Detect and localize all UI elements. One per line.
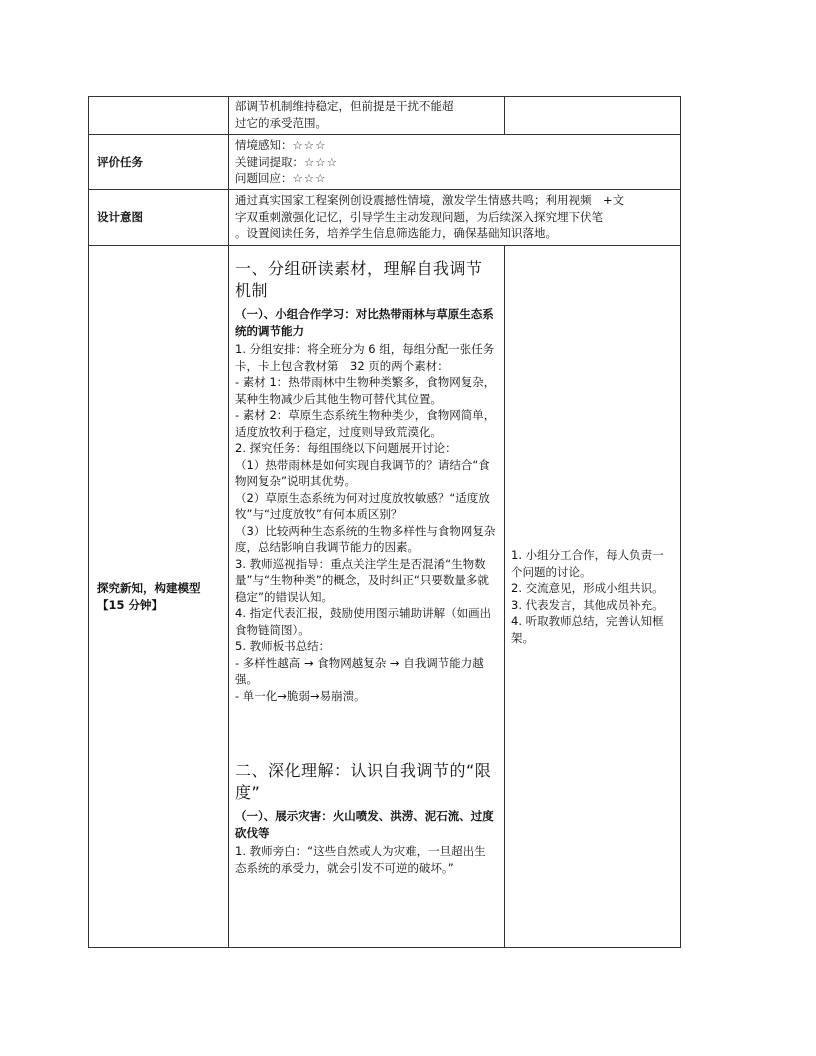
evaluation-label: 评价任务 — [89, 135, 229, 190]
evaluation-item — [235, 170, 672, 187]
activity-paragraph: - 单一化→脆弱→易崩溃。 — [235, 688, 366, 703]
continuation-side-cell — [505, 97, 681, 135]
activity-paragraph: 1. 分组安排：将全班分为 6 组，每组分配一张任务卡，卡上包含教材第 32 页的两个素材： — [235, 342, 495, 373]
row-continuation — [89, 97, 681, 135]
activity-paragraph: 4. 指定代表汇报，鼓励使用图示辅助讲解（如画出食物链简图）。 — [235, 606, 492, 637]
section-heading: 一、分组研读素材，理解自我调节机制 — [235, 259, 483, 300]
row-explore — [89, 246, 681, 948]
activity-paragraph: 1. 教师旁白：“这些自然或人为灾难，一旦超出生态系统的承受力，就会引发不可逆的破坏。” — [235, 844, 486, 875]
student-activity: 1. 小组分工合作，每人负责一个问题的讨论。 — [511, 548, 664, 579]
student-activity: 3. 代表发言，其他成员补充。 — [511, 597, 664, 612]
activity-paragraph: （2）草原生态系统为何对过度放牧敏感？“适度放牧”与“过度放牧”有何本质区别？ — [235, 490, 490, 521]
design-intent-content-cell — [229, 190, 681, 246]
evaluation-item — [235, 137, 672, 154]
star-rating: ☆☆☆ — [292, 138, 327, 152]
activity-paragraph: - 素材 1：热带雨林中生物种类繁多，食物网复杂，某种生物减少后其他生物可替代其位置。 — [235, 375, 496, 406]
activity-paragraph: 2. 探究任务：每组围绕以下问题展开讨论： — [235, 441, 457, 455]
evaluation-item-label: 问题回应： — [235, 171, 293, 185]
evaluation-item-label: 情境感知： — [235, 138, 293, 152]
design-intent-line: 字双重刺激强化记忆，引导学生主动发现问题，为后续深入探究埋下伏笔 — [235, 209, 603, 224]
design-intent-label: 设计意图 — [89, 190, 229, 246]
activity-paragraph: - 多样性越高 → 食物网越复杂 → 自我调节能力越强。 — [235, 655, 484, 686]
continuation-content-cell — [229, 97, 505, 135]
design-intent-line: 通过真实国家工程案例创设震撼性情境，激发学生情感共鸣；利用视频 +文 — [235, 193, 625, 207]
row-evaluation — [89, 135, 681, 190]
explore-duration: 【15 分钟】 — [97, 597, 164, 612]
activity-paragraph: 3. 教师巡视指导：重点关注学生是否混淆“生物数量”与“生物种类”的概念，及时纠正“只要数量多就稳定”的错误认知。 — [235, 556, 489, 604]
continuation-line: 过它的承受范围。 — [235, 115, 327, 130]
explore-teacher-activities-cell — [229, 246, 505, 948]
explore-label-cell — [89, 246, 229, 948]
activity-paragraph: 5. 教师板书总结： — [235, 639, 331, 653]
subsection-heading: （一）、小组合作学习：对比热带雨林与草原生态系统的调节能力 — [235, 307, 494, 338]
explore-student-activities-cell — [505, 246, 681, 948]
evaluation-item — [235, 154, 672, 171]
subsection-heading: （一）、展示灾害：火山喷发、洪涝、泥石流、过度砍伐等 — [235, 809, 494, 840]
student-activity: 2. 交流意见，形成小组共识。 — [511, 581, 664, 595]
row-design-intent — [89, 190, 681, 246]
lesson-plan-table — [88, 96, 681, 948]
evaluation-item-label: 关键词提取： — [235, 154, 304, 169]
explore-label: 探究新知，构建模型 — [97, 581, 201, 595]
continuation-line: 部调节机制维持稳定，但前提是干扰不能超 — [235, 99, 454, 113]
activity-paragraph: （3）比较两种生态系统的生物多样性与食物网复杂度，总结影响自我调节能力的因素。 — [235, 523, 496, 554]
star-rating: ☆☆☆ — [304, 154, 338, 169]
student-activity: 4. 听取教师总结，完善认知框架。 — [511, 614, 664, 645]
star-rating: ☆☆☆ — [292, 171, 327, 185]
activity-paragraph: （1）热带雨林是如何实现自我调节的？请结合“食物网复杂”说明其优势。 — [235, 457, 490, 488]
design-intent-line: 。设置阅读任务，培养学生信息筛选能力，确保基础知识落地。 — [235, 226, 557, 240]
section-heading: 二、深化理解：认识自我调节的“限度” — [235, 761, 492, 802]
activity-paragraph: - 素材 2：草原生态系统生物种类少，食物网简单，适度放牧利于稳定，过度则导致荒漠化。 — [235, 408, 496, 439]
continuation-label-cell — [89, 97, 229, 135]
evaluation-content-cell — [229, 135, 681, 190]
